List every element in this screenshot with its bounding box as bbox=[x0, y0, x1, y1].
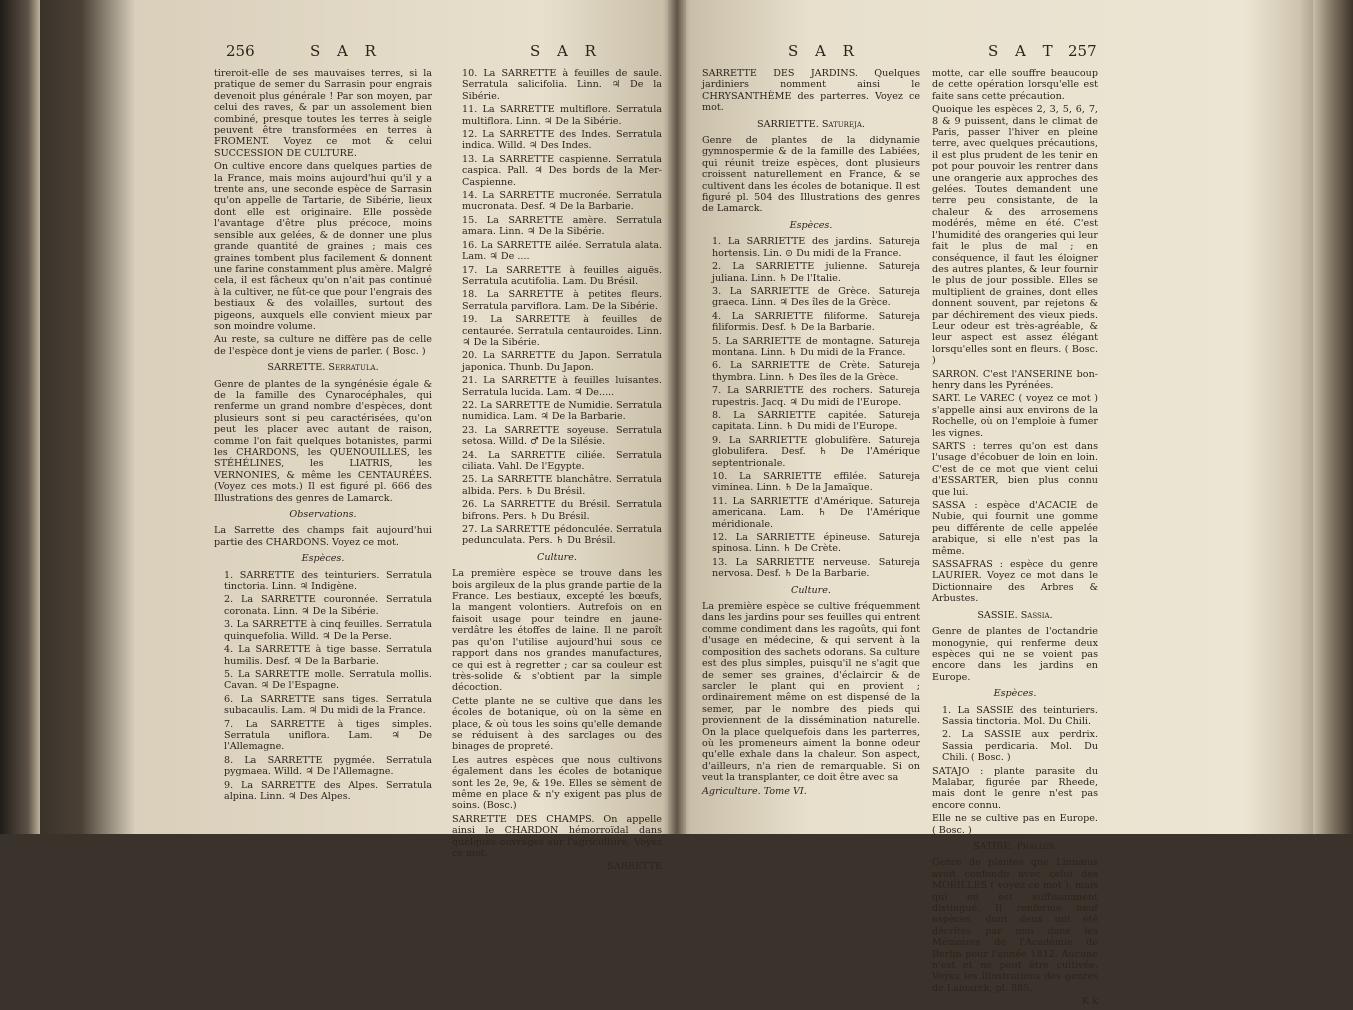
signature-mark: K k bbox=[1081, 996, 1098, 1008]
species-item: 11. La SARRIETTE d'Amérique. Satureja americana. Lam. ♄ De l'Amérique méridionale. bbox=[712, 495, 920, 530]
species-item: 12. La SARRETTE des Indes. Serratula indica. Willd. ♃ Des Indes. bbox=[462, 129, 662, 152]
paragraph: Genre de plantes de la didynamie gymnospermie & de la famille des Labiées, qui réunit treize espèces, dont plusieurs croissent naturellement en France, & se cultivent dans les écoles de botanique. Il est figuré pl. 504 des Illustrations des genres de Lamarck. bbox=[702, 135, 920, 215]
running-head: S A R bbox=[788, 42, 860, 60]
page-number: 257 bbox=[1068, 42, 1097, 60]
paragraph: La première espèce se cultive fréquemment dans les jardins pour ses feuilles qui entrent comme condiment dans les ragoûts, qui font d'usage en médecine, & qui servent à la composition des sachets odorans. Sa culture est des plus simples, puisqu'il ne s'agit que de semer ses graines, d'éclaircir & de sarcler le plant qui en provient ; ordinairement même on est dispensé de la semer, par le nombre des pieds qui proviennent de la dissémination naturelle. On la place quelquefois dans les parterres, où les promeneurs aiment la bonne odeur qu'elle exhale dans la chaleur. Son aspect, d'ailleurs, n'a rien de remarquable. Si on veut la transplanter, ce doit être avec sa bbox=[702, 601, 920, 784]
species-item: 8. La SARRIETTE capitée. Satureja capitata. Linn. ♄ Du midi de l'Europe. bbox=[712, 409, 920, 433]
book-edge-right bbox=[1313, 0, 1353, 834]
running-head: S A R bbox=[530, 42, 602, 60]
left-column-1 bbox=[214, 68, 432, 804]
species-item: 23. La SARRETTE soyeuse. Serratula setosa. Willd. ♂ De la Silésie. bbox=[462, 424, 662, 448]
right-column-2 bbox=[932, 68, 1098, 1010]
page-number: 256 bbox=[226, 42, 255, 60]
page-footer: Agriculture. Tome VI. bbox=[702, 785, 807, 797]
paragraph: Quoique les espèces 2, 3, 5, 6, 7, 8 & 9 puissent, dans le climat de Paris, passer l'hiver en pleine terre, avec quelques précautions, il est plus prudent de les tenir en pot pour pouvoir les rentrer dans une orangerie aux approches des gelées. Toutes demandent une terre peu consistante, de la chaleur & des arrosemens modérés, même en été. C'est l'humidité des orangeries qui leur fait le plus de mal ; en conséquence, il faut les éloigner des autres plantes, & leur fournir le plus de jour possible. Elles se multiplient de graines, dont elles donnent souvent, par rejetons & par déchirement des vieux pieds. Leur odeur est très-agréable, & leur aspect est assez élégant lorsqu'elles sont en fleurs. ( Bosc. ) bbox=[932, 104, 1098, 367]
paragraph: SASSA : espèce d'ACACIE de Nubie, qui fournit une gomme peu différente de celle appelée arabique, si elle n'est pas la même. bbox=[932, 500, 1098, 557]
paragraph: SARTS : terres qu'on est dans l'usage d'écobuer de loin en loin. C'est de ce mot que vient celui d'ESSARTER, bien plus connu que lui. bbox=[932, 441, 1098, 498]
paragraph: Elle ne se cultive pas en Europe. ( Bosc. ) bbox=[932, 813, 1098, 836]
species-item: 13. La SARRIETTE nerveuse. Satureja nervosa. Desf. ♄ De la Barbarie. bbox=[712, 556, 920, 580]
book-gutter bbox=[668, 0, 686, 834]
species-item: 10. La SARRIETTE effilée. Satureja viminea. Linn. ♄ De la Jamaïque. bbox=[712, 471, 920, 494]
species-item: 16. La SARRETTE ailée. Serratula alata. Lam. ♃ De .... bbox=[462, 239, 662, 263]
book-edge-left bbox=[0, 0, 40, 834]
paragraph: Au reste, sa culture ne diffère pas de celle de l'espèce dont je viens de parler. ( Bosc. ) bbox=[214, 334, 432, 357]
paragraph: La Sarrette des champs fait aujourd'hui partie des CHARDONS. Voyez ce mot. bbox=[214, 525, 432, 548]
species-item: 17. La SARRETTE à feuilles aiguës. Serratula acutifolia. Lam. Du Brésil. bbox=[462, 264, 662, 287]
species-item: 12. La SARRIETTE épineuse. Satureja spinosa. Linn. ♄ De Crète. bbox=[712, 532, 920, 555]
left-page-header bbox=[190, 40, 670, 62]
section-heading: Observations. bbox=[289, 509, 357, 521]
paragraph: Genre de plantes que Linnæus avoit confondu avec celui des MORILLES ( voyez ce mot ), mais qui en est suffisamment distingué. Il renferme neuf espèces, dont deux ont été décrites par moi dans les Mémoires de l'Académie de Berlin pour l'année 1812. Aucune n'est et ne peut être cultivée. Voyez les Illustrations des genres de Lamarck, pl. 885. bbox=[932, 857, 1098, 994]
entry-title: SARRETTE. Serratula. bbox=[267, 362, 379, 374]
species-item: 22. La SARRETTE de Numidie. Serratula numidica. Lam. ♃ De la Barbarie. bbox=[462, 399, 662, 423]
entry-title: SATIRE. Phallus. bbox=[973, 841, 1057, 852]
species-item: 3. La SARRIETTE de Grèce. Satureja graeca. Linn. ♃ Des îles de la Grèce. bbox=[712, 285, 920, 309]
species-item: 1. SARRETTE des teinturiers. Serratula tinctoria. Linn. ♃ Indigène. bbox=[224, 569, 432, 593]
species-item: 1. La SARRIETTE des jardins. Satureja hortensis. Lin. ⊙ Du midi de la France. bbox=[712, 236, 920, 259]
right-page bbox=[688, 40, 1098, 1008]
paragraph: motte, car elle souffre beaucoup de cette opération lorsqu'elle est faite sans cette précaution. bbox=[932, 68, 1098, 102]
section-heading: Culture. bbox=[537, 551, 577, 563]
paragraph: Genre de plantes de l'octandrie monogynie, qui renferme deux espèces qui ne se voient pas encore dans les jardins en Europe. bbox=[932, 626, 1098, 683]
entry-title: SARRIETTE. Satureja. bbox=[757, 118, 865, 130]
species-item: 21. La SARRETTE à feuilles luisantes. Serratula lucida. Lam. ♃ De..... bbox=[462, 375, 662, 398]
paragraph: Genre de plantes de la syngénésie égale & de la famille des Cynarocéphales, qui renferme un grand nombre d'espèces, dont plusieurs sont si peu caractérisées, qu'on peut les placer avec autant de raison, comme l'on fait quelques botanistes, parmi les CHARDONS, les QUENOUILLES, les STÉHÉLINES, les LIATRIS, les VERNONIES, & même les CENTAURÉES. (Voyez ces mots.) Il est figuré pl. 666 des Illustrations des genres de Lamarck. bbox=[214, 378, 432, 504]
right-column-1 bbox=[702, 68, 920, 799]
species-item: 25. La SARRETTE blanchâtre. Serratula albida. Pers. ♄ Du Brésil. bbox=[462, 474, 662, 497]
species-item: 4. La SARRETTE à tige basse. Serratula humilis. Desf. ♃ De la Barbarie. bbox=[224, 644, 432, 667]
species-item: 14. La SARRETTE mucronée. Serratula mucronata. Desf. ♃ De la Barbarie. bbox=[462, 190, 662, 213]
paragraph: SARRETTE DES JARDINS. Quelques jardiniers nomment ainsi le CHRYSANTHÈME des parterres. Voyez ce mot. bbox=[702, 68, 920, 114]
species-item: 5. La SARRETTE molle. Serratula mollis. Cavan. ♃ De l'Espagne. bbox=[224, 668, 432, 692]
species-item: 18. La SARRETTE à petites fleurs. Serratula parviflora. Lam. De la Sibérie. bbox=[462, 289, 662, 312]
species-item: 20. La SARRETTE du Japon. Serratula japonica. Thunb. Du Japon. bbox=[462, 350, 662, 373]
left-column-2 bbox=[452, 68, 662, 875]
species-item: 2. La SASSIE aux perdrix. Sassia perdicaria. Mol. Du Chili. ( Bosc. ) bbox=[942, 729, 1098, 764]
running-head: S A T bbox=[988, 42, 1059, 60]
species-item: 5. La SARRIETTE de montagne. Satureja montana. Linn. ♄ Du midi de la France. bbox=[712, 335, 920, 358]
paragraph: SATAJO : plante parasite du Malabar, figurée par Rheede, mais dont le genre n'est pas encore connu. bbox=[932, 765, 1098, 811]
species-item: 24. La SARRETTE ciliée. Serratula ciliata. Vahl. De l'Egypte. bbox=[462, 449, 662, 472]
species-item: 11. La SARRETTE multiflore. Serratula multiflora. Linn. ♃ De la Sibérie. bbox=[462, 104, 662, 127]
species-item: 6. La SARRETTE sans tiges. Serratula subacaulis. Lam. ♃ Du midi de la France. bbox=[224, 693, 432, 717]
section-heading: Espèces. bbox=[301, 553, 345, 565]
paragraph: SART. Le VAREC ( voyez ce mot ) s'appelle ainsi aux environs de la Rochelle, où on l'emploie à fumer les vignes. bbox=[932, 393, 1098, 439]
paragraph: SARRETTE DES CHAMPS. On appelle ainsi le CHARDON hémorroïdal dans quelques ouvrages sur l'agriculture. Voyez ce mot. bbox=[452, 813, 662, 859]
right-page-header bbox=[688, 40, 1098, 62]
section-heading: Espèces. bbox=[993, 688, 1037, 700]
species-item: 27. La SARRETTE pédonculée. Serratula pedunculata. Pers. ♄ Du Brésil. bbox=[462, 524, 662, 547]
species-item: 6. La SARRIETTE de Crète. Satureja thymbra. Linn. ♄ Des îles de la Grèce. bbox=[712, 360, 920, 383]
species-item: 2. La SARRETTE couronnée. Serratula coronata. Linn. ♃ De la Sibérie. bbox=[224, 594, 432, 617]
species-item: 10. La SARRETTE à feuilles de saule. Serratula salicifolia. Linn. ♃ De la Sibérie. bbox=[462, 68, 662, 102]
species-item: 8. La SARRETTE pygmée. Serratula pygmaea. Willd. ♃ De l'Allemagne. bbox=[224, 754, 432, 778]
left-page bbox=[190, 40, 670, 873]
species-item: 1. La SASSIE des teinturiers. Sassia tinctoria. Mol. Du Chili. bbox=[942, 704, 1098, 727]
species-item: 9. La SARRIETTE globulifère. Satureja globulifera. Desf. ♄ De l'Amérique septentrionale. bbox=[712, 434, 920, 469]
species-item: 4. La SARRIETTE filiforme. Satureja filiformis. Desf. ♄ De la Barbarie. bbox=[712, 310, 920, 334]
species-item: 13. La SARRETTE caspienne. Serratula caspica. Pall. ♃ Des bords de la Mer-Caspienne. bbox=[462, 153, 662, 188]
paragraph: Les autres espèces que nous cultivons également dans les écoles de botanique sont les 2e, 9e, & 19e. Elles se sèment de même en place & n'y exigent pas plus de soins. (Bosc.) bbox=[452, 754, 662, 812]
paragraph: La première espèce se trouve dans les bois argileux de la plus grande partie de la France. Les bestiaux, excepté les bœufs, la mangent volontiers. Autrefois on en faisoit usage pour teindre en jaune-verdâtre les étoffes de laine. Il ne paroît pas qu'on l'utilise aujourd'hui sous ce rapport dans nos grandes manufactures, ce qui est à regretter ; car sa couleur est très-solide & s'obtient par la simple décoction. bbox=[452, 568, 662, 694]
paragraph: Cette plante ne se cultive que dans les écoles de botanique, où on la sème en place, & où tous les soins qu'elle demande se réduisent à des sarclages ou des binages de propreté. bbox=[452, 695, 662, 753]
paragraph: SARRON. C'est l'ANSERINE bon-henry dans les Pyrénées. bbox=[932, 368, 1098, 391]
species-item: 9. La SARRETTE des Alpes. Serratula alpina. Linn. ♃ Des Alpes. bbox=[224, 779, 432, 802]
species-item: 7. La SARRIETTE des rochers. Satureja rupestris. Jacq. ♃ Du midi de l'Europe. bbox=[712, 385, 920, 408]
species-item: 15. La SARRETTE amère. Serratula amara. Linn. ♃ De la Sibérie. bbox=[462, 214, 662, 238]
section-heading: Culture. bbox=[791, 584, 831, 596]
species-item: 7. La SARRETTE à tiges simples. Serratula uniflora. Lam. ♃ De l'Allemagne. bbox=[224, 718, 432, 753]
entry-title: SASSIE. Sassia. bbox=[977, 609, 1053, 621]
paragraph: On cultive encore dans quelques parties de la France, mais moins aujourd'hui qu'il y a trente ans, une seconde espèce de Sarrasin qu'on appelle de Tartarie, de Sibérie, lieux dont elle est originaire. Elle possède l'avantage d'être plus précoce, moins sensible aux gelées, & de donner une plus grande quantité de graines ; mais ces graines tombent plus facilement & donnent une farine constamment plus amère. Malgré cela, il est fâcheux qu'on n'ait pas continué à la cultiver, ne fût-ce que pour l'engrais des bestiaux & des volailles, surtout des pigeons, auxquels elle convient mieux par son moindre volume. bbox=[214, 161, 432, 332]
species-item: 2. La SARRIETTE julienne. Satureja juliana. Linn. ♄ De l'Italie. bbox=[712, 261, 920, 284]
paragraph: tireroit-elle de ses mauvaises terres, si la pratique de semer du Sarrasin pour engrais devenoit plus générale ! Par son moyen, par celui des raves, & par un assolement bien combiné, presque toutes les terres à seigle peuvent être transformées en terres à FROMENT. Voyez ce mot & celui SUCCESSION DE CULTURE. bbox=[214, 68, 432, 159]
species-item: 26. La SARRETTE du Brésil. Serratula bifrons. Pers. ♄ Du Brésil. bbox=[462, 499, 662, 522]
running-head: S A R bbox=[310, 42, 382, 60]
catchword: SARRETTE bbox=[607, 861, 662, 873]
species-item: 19. La SARRETTE à feuilles de centaurée. Serratula centauroides. Linn. ♃ De la Sibérie. bbox=[462, 314, 662, 348]
section-heading: Espèces. bbox=[789, 219, 833, 231]
paragraph: SASSAFRAS : espèce du genre LAURIER. Voyez ce mot dans le Dictionnaire des Arbres & Arbustes. bbox=[932, 559, 1098, 605]
species-item: 3. La SARRETTE à cinq feuilles. Serratula quinquefolia. Willd. ♃ De la Perse. bbox=[224, 619, 432, 642]
